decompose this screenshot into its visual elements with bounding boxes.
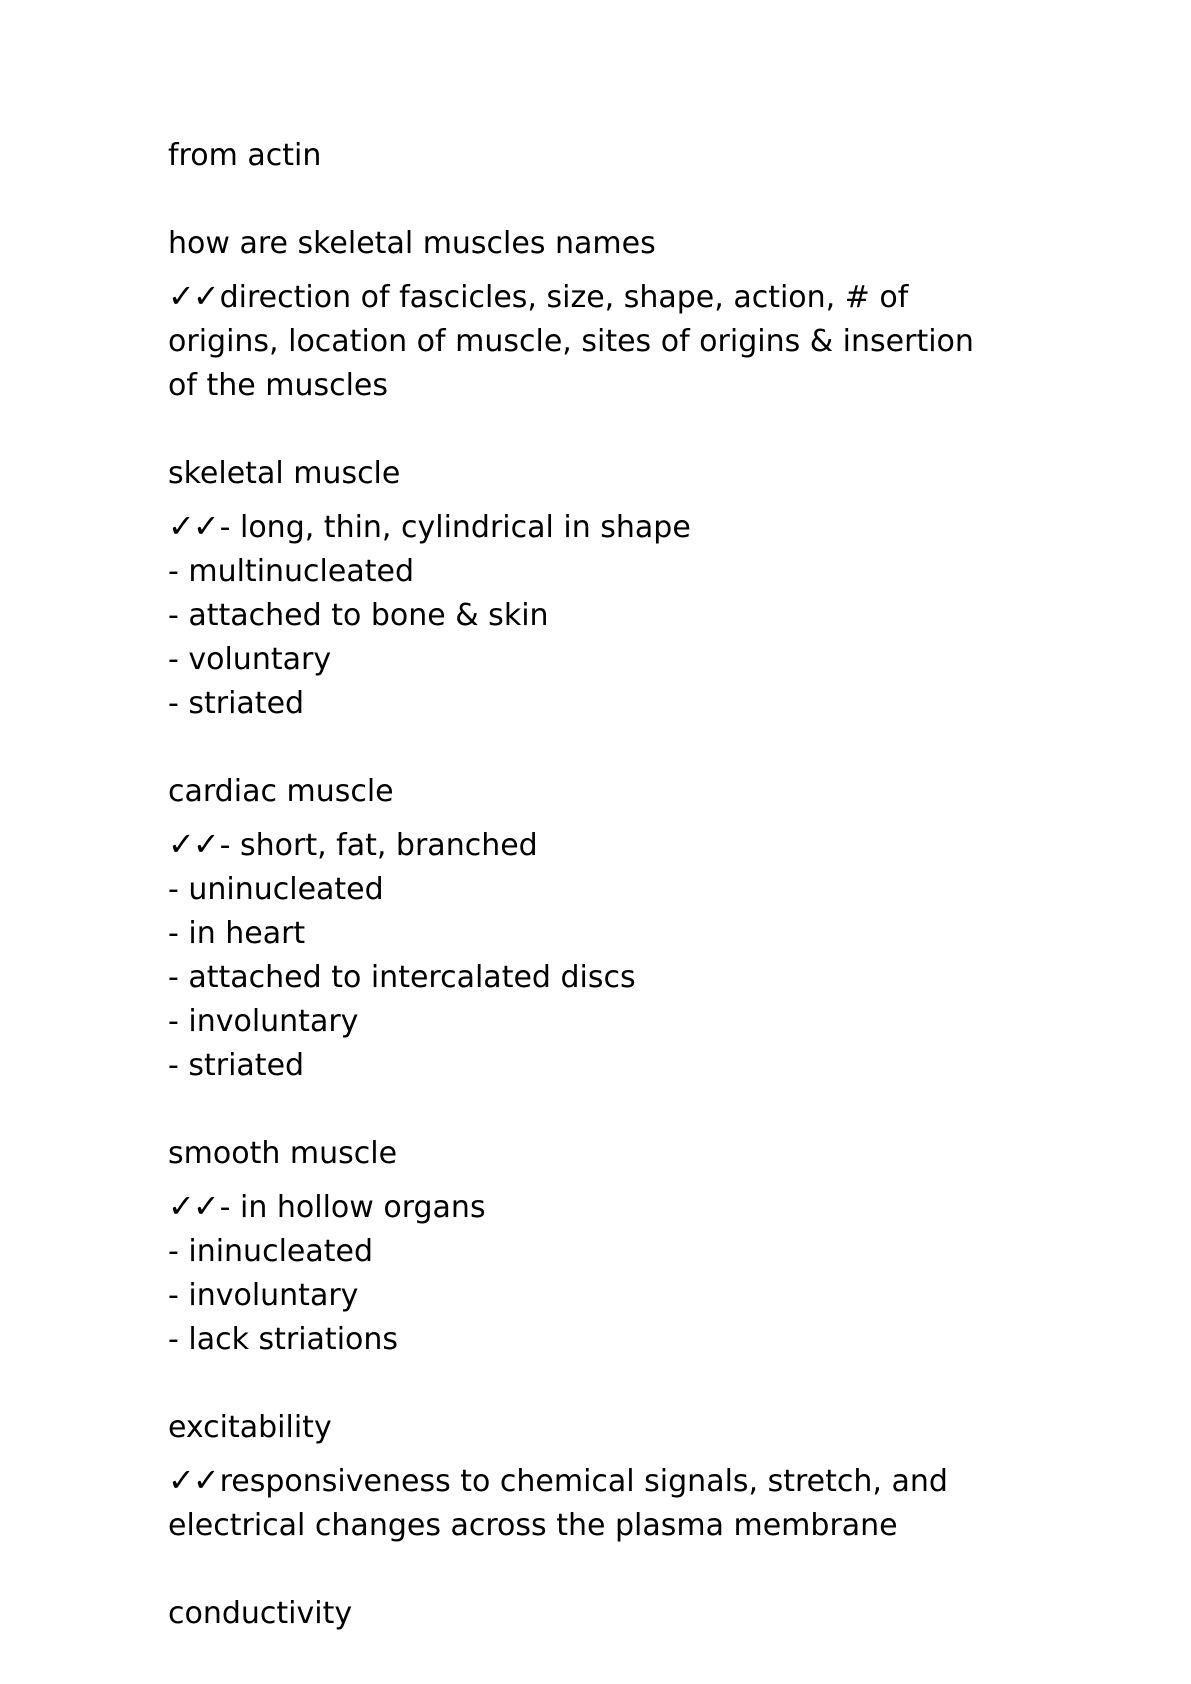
answer-line: - multinucleated (168, 554, 414, 589)
card-answer (168, 504, 1048, 726)
card-term: conductivity (168, 1596, 353, 1631)
card-term: how are skeletal muscles names (168, 226, 656, 261)
card-excitability (168, 1406, 1048, 1548)
answer-line: direction of fascicles, size, shape, action, # of (219, 280, 909, 315)
answer-line: - in heart (168, 916, 306, 951)
answer-line: - attached to intercalated discs (168, 960, 636, 995)
card-answer (168, 822, 1048, 1088)
answer-line: - long, thin, cylindrical in shape (219, 510, 691, 545)
double-check-icon: ✓✓ (168, 277, 218, 315)
card-from-actin (168, 134, 1048, 178)
answer-line: origins, location of muscle, sites of origins & insertion (168, 324, 974, 359)
answer-line: - ininucleated (168, 1234, 374, 1269)
card-term: smooth muscle (168, 1136, 398, 1171)
card-text: from actin (168, 138, 322, 173)
answer-line: of the muscles (168, 368, 389, 403)
answer-line: - striated (168, 1048, 305, 1083)
answer-line: - striated (168, 686, 305, 721)
card-term: skeletal muscle (168, 456, 401, 491)
double-check-icon: ✓✓ (168, 825, 218, 863)
double-check-icon: ✓✓ (168, 507, 218, 545)
answer-line: - in hollow organs (219, 1190, 486, 1225)
card-answer (168, 274, 1048, 408)
card-skeletal-names (168, 222, 1048, 408)
answer-line: - involuntary (168, 1278, 359, 1313)
card-skeletal-muscle (168, 452, 1048, 726)
answer-line: electrical changes across the plasma membrane (168, 1508, 898, 1543)
answer-line: responsiveness to chemical signals, stretch, and (219, 1464, 948, 1499)
answer-line: - uninucleated (168, 872, 384, 907)
answer-line: - voluntary (168, 642, 332, 677)
card-conductivity (168, 1592, 1048, 1636)
card-smooth-muscle (168, 1132, 1048, 1362)
card-answer (168, 1458, 1048, 1548)
answer-line: - lack striations (168, 1322, 399, 1357)
card-cardiac-muscle (168, 770, 1048, 1088)
double-check-icon: ✓✓ (168, 1187, 218, 1225)
document-page (168, 134, 1048, 1636)
answer-line: - short, fat, branched (219, 828, 538, 863)
answer-line: - attached to bone & skin (168, 598, 549, 633)
card-term: cardiac muscle (168, 774, 394, 809)
card-answer (168, 1184, 1048, 1362)
card-term: excitability (168, 1410, 332, 1445)
answer-line: - involuntary (168, 1004, 359, 1039)
double-check-icon: ✓✓ (168, 1461, 218, 1499)
